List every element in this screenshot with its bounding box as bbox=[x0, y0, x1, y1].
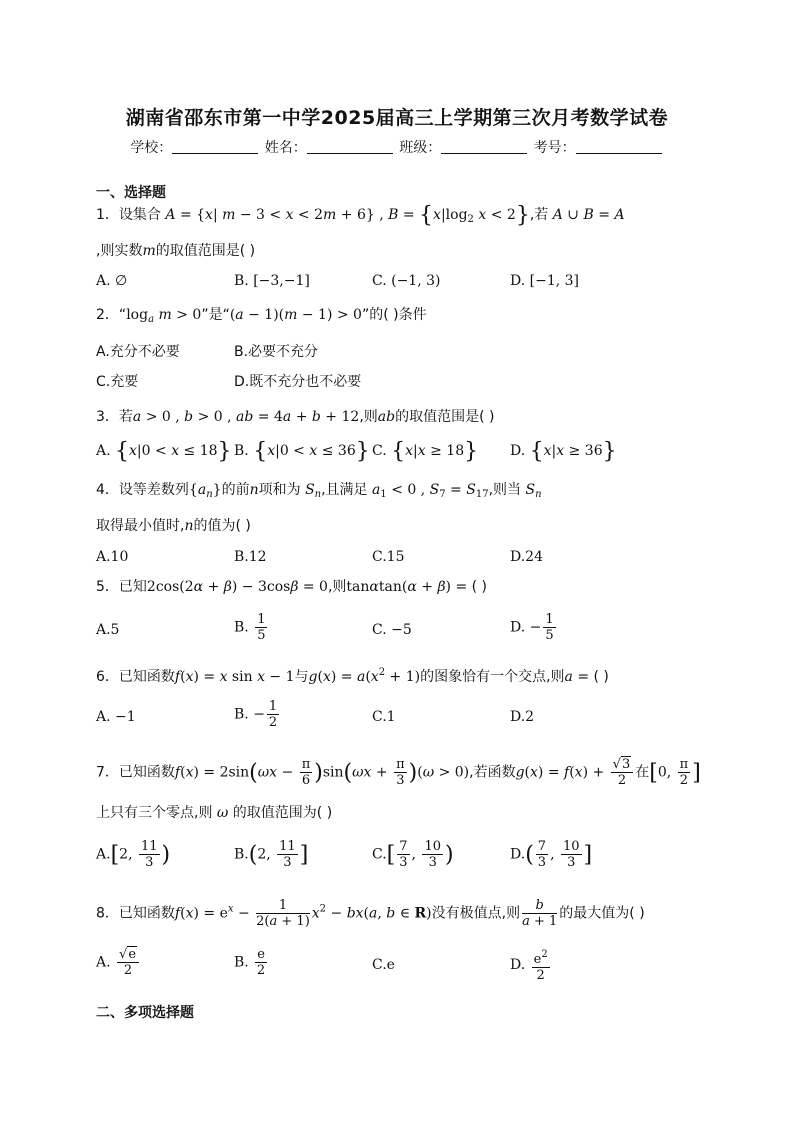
school-label: 学校： bbox=[130, 140, 173, 156]
q6-option-d[interactable]: D.2 bbox=[510, 709, 535, 725]
q5-option-c[interactable]: C. −5 bbox=[372, 622, 412, 638]
question-4-cont: 取得最小值时,n的值为( ) bbox=[96, 518, 251, 534]
q5-option-d[interactable]: D. − $\frac{1}{5}$ bbox=[510, 612, 554, 643]
page-title: 湖南省邵东市第一中学2025届高三上学期第三次月考数学试卷 bbox=[125, 107, 669, 129]
question-6: 6．已知函数f(x) = x sin x − 1与$g(x) = a(x^2 + 1)$的图象恰有一个交点,则a = ( ) bbox=[96, 667, 609, 685]
q3-option-a[interactable]: A. {x|0 < x ≤ 18} bbox=[96, 439, 232, 464]
q4-option-c[interactable]: C.15 bbox=[372, 549, 405, 565]
school-blank[interactable] bbox=[172, 139, 258, 154]
class-label: 班级： bbox=[399, 140, 442, 156]
q2-option-b[interactable]: B.必要不充分 bbox=[234, 344, 319, 360]
section-heading-multi: 二、多项选择题 bbox=[96, 1005, 194, 1021]
q6-option-b[interactable]: B. − $\frac{1}{2}$ bbox=[234, 699, 278, 730]
q4-option-a[interactable]: A.10 bbox=[96, 549, 129, 565]
q1-option-a[interactable]: A. ∅ bbox=[96, 273, 128, 289]
q7-option-a[interactable]: A.[2, $\frac{11}{3}$ ) bbox=[96, 839, 171, 870]
question-4: 4．设等差数列$\{a_n\}$的前n项和为 $S_n$,且满足 $a_1 < 0$ , $S_7 = S_{17}$,则当 $S_n$ bbox=[96, 482, 542, 500]
q7-option-d[interactable]: D.( $\frac{7}{3}$ , $\frac{10}{3}$ ] bbox=[510, 839, 593, 870]
q8-option-d[interactable]: D. $\frac{e^2}{2}$ bbox=[510, 949, 548, 983]
question-7-cont: 上只有三个零点,则 ω 的取值范围为( ) bbox=[96, 805, 333, 821]
q1-option-c[interactable]: C. (−1, 3) bbox=[372, 273, 441, 289]
q4-option-b[interactable]: B.12 bbox=[234, 549, 267, 565]
q3-option-d[interactable]: D. {x|x ≥ 36} bbox=[510, 439, 617, 464]
q1-option-b[interactable]: B. [−3,−1] bbox=[234, 273, 310, 289]
number-label: 考号： bbox=[533, 140, 576, 156]
q7-option-c[interactable]: C.[ $\frac{7}{3}$ , $\frac{10}{3}$ ) bbox=[372, 839, 454, 870]
q3-option-b[interactable]: B. {x|0 < x ≤ 36} bbox=[234, 439, 370, 464]
q2-option-a[interactable]: A.充分不必要 bbox=[96, 344, 180, 360]
q1-option-d[interactable]: D. [−1, 3] bbox=[510, 273, 579, 289]
q8-option-c[interactable]: C.e bbox=[372, 957, 395, 973]
q7-option-b[interactable]: B.(2, $\frac{11}{3}$ ] bbox=[234, 839, 309, 870]
q5-option-a[interactable]: A.5 bbox=[96, 622, 120, 638]
number-blank[interactable] bbox=[576, 139, 662, 154]
q3-option-c[interactable]: C. {x|x ≥ 18} bbox=[372, 439, 479, 464]
q2-option-c[interactable]: C.充要 bbox=[96, 374, 139, 390]
question-2: 2．“$\log_a$ m > 0”是“(a − 1)(m − 1) > 0”的( )条件 bbox=[96, 307, 427, 325]
q8-option-a[interactable]: A. $\frac{√e}{2}$ bbox=[96, 947, 141, 978]
q1-set-a: A bbox=[165, 207, 176, 223]
q5-option-b[interactable]: B. $\frac{1}{5}$ bbox=[234, 612, 266, 643]
student-info-row bbox=[0, 137, 794, 157]
section-heading-choice: 一、选择题 bbox=[96, 185, 166, 201]
q4-option-d[interactable]: D.24 bbox=[510, 549, 543, 565]
q8-option-b[interactable]: B. $\frac{e}{2}$ bbox=[234, 947, 266, 978]
question-5: 5．已知2cos(2α + β) − 3cosβ = 0,则tanαtan(α + β) = ( ) bbox=[96, 579, 488, 595]
question-1-cont: ,则实数m的取值范围是( ) bbox=[96, 243, 256, 259]
question-3: 3．若a > 0 , b > 0 , ab = 4a + b + 12,则ab的取值范围是( ) bbox=[96, 409, 495, 425]
q2-option-d[interactable]: D.既不充分也不必要 bbox=[234, 374, 362, 390]
name-label: 姓名： bbox=[264, 140, 307, 156]
name-blank[interactable] bbox=[307, 139, 393, 154]
q6-option-c[interactable]: C.1 bbox=[372, 709, 396, 725]
question-8: 8．已知函数$f(x) = e^x$ − $\frac{1}{2(a + 1)}$ $x^2 - bx(a$, b ∈ R)没有极值点,则 $\frac{b}{a + 1}$ 的最大值为( ) bbox=[96, 898, 645, 929]
class-blank[interactable] bbox=[441, 139, 527, 154]
question-7: 7．已知函数f(x) = 2sin(ωx − $\frac{\pi}{6}$ )sin(ωx + $\frac{\pi}{3}$ )(ω > 0),若函数g(x) = f(x) + $\frac{√3}{2}$ 在[0, $\frac{\pi}{2}$ ] bbox=[96, 757, 701, 788]
question-1: 1．设集合 A = {x| m − 3 < x < 2m + 6} , $B = \{x|\log_2$ x < 2},若 A ∪ B = A bbox=[96, 203, 625, 228]
q6-option-a[interactable]: A. −1 bbox=[96, 709, 136, 725]
